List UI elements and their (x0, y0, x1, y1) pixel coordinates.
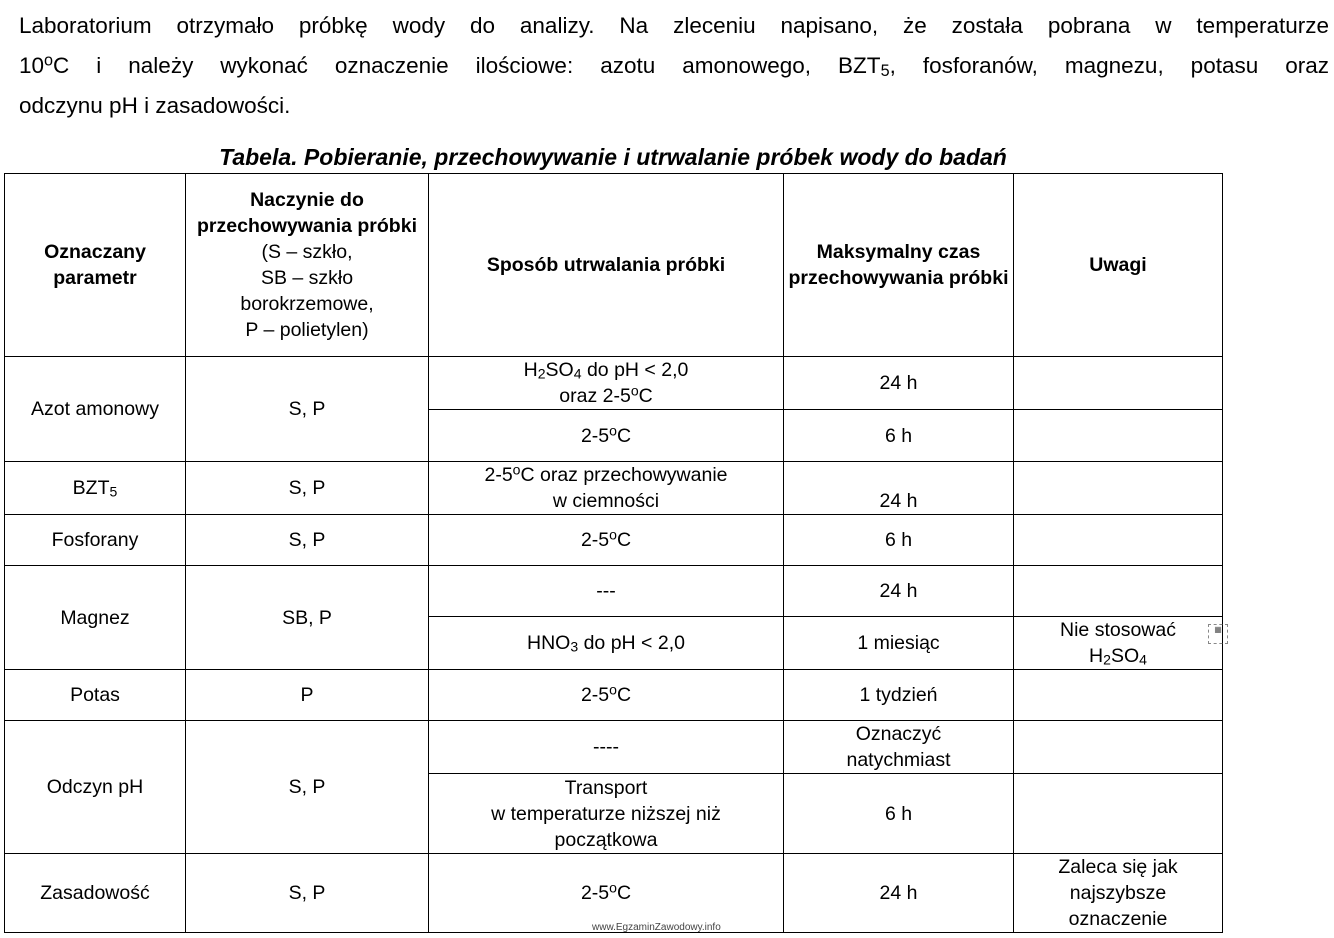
cell-vessel: P (186, 670, 429, 721)
cell-vessel: S, P (186, 515, 429, 566)
cell-vessel: SB, P (186, 566, 429, 670)
table-row (5, 357, 1223, 410)
cell-time: Oznaczyć natychmiast (784, 721, 1014, 774)
table-row (5, 670, 1223, 721)
cell-notes (1014, 462, 1223, 515)
cell-time: 24 h (784, 854, 1014, 933)
cell-vessel: S, P (186, 721, 429, 854)
cell-time: 24 h (784, 357, 1014, 410)
table-row (5, 515, 1223, 566)
cell-time: 24 h (784, 566, 1014, 617)
cell-notes (1014, 515, 1223, 566)
header-notes: Uwagi (1014, 174, 1223, 357)
cell-param: Azot amonowy (5, 357, 186, 462)
sample-storage-table (4, 173, 1223, 933)
table-header-row (5, 174, 1223, 357)
cell-method: --- (429, 566, 784, 617)
cell-time: 1 tydzień (784, 670, 1014, 721)
cell-method: 2-5$^o$C (429, 854, 784, 933)
intro-line-1: Laboratorium otrzymało próbkę wody do analizy. Na zleceniu napisano, że została pobrana w temperaturze (19, 13, 1329, 38)
table-caption: Tabela. Pobieranie, przechowywanie i utrwalanie próbek wody do badań (219, 144, 1007, 170)
header-vessel: Naczynie do przechowywania próbki (S – szkło, SB – szkło borokrzemowe, P – polietylen) (186, 174, 429, 357)
cell-notes (1014, 357, 1223, 410)
cell-time: 6 h (784, 774, 1014, 854)
table-row (5, 721, 1223, 774)
cell-param: Potas (5, 670, 186, 721)
cell-vessel: S, P (186, 357, 429, 462)
cell-notes (1014, 774, 1223, 854)
cell-method: Transport w temperaturze niższej niż początkowa (429, 774, 784, 854)
cell-notes (1014, 721, 1223, 774)
cell-vessel: S, P (186, 462, 429, 515)
header-max-time: Maksymalny czas przechowywania próbki (784, 174, 1014, 357)
cell-notes (1014, 410, 1223, 462)
intro-line-2: 10$^o$C i należy wykonać oznaczenie ilościowe: azotu amonowego, $BZT_5$, fosforanów, magnezu, potasu oraz (19, 51, 1330, 80)
cell-notes (1014, 670, 1223, 721)
header-parameter: Oznaczany parametr (5, 174, 186, 357)
anchor-marker-icon: ▦ (1208, 624, 1228, 644)
cell-notes: Nie stosować $H_2SO_4$ (1014, 617, 1223, 670)
table-row (5, 462, 1223, 515)
intro-line-3: odczynu pH i zasadowości. (19, 93, 291, 118)
cell-method: 2-5$^o$C (429, 410, 784, 462)
cell-method: 2-5$^o$C (429, 515, 784, 566)
cell-method: $HNO_3$ do pH < 2,0 (429, 617, 784, 670)
cell-method: 2-5$^o$C oraz przechowywanie w ciemności (429, 462, 784, 515)
cell-method: 2-5$^o$C (429, 670, 784, 721)
cell-param: $BZT_5$ (5, 462, 186, 515)
cell-time: 6 h (784, 515, 1014, 566)
intro-paragraph (19, 6, 1329, 126)
cell-notes (1014, 566, 1223, 617)
cell-notes: Zaleca się jak najszybsze oznaczenie (1014, 854, 1223, 933)
header-method: Sposób utrwalania próbki (429, 174, 784, 357)
cell-vessel: S, P (186, 854, 429, 933)
cell-method: $H_2SO_4$ do pH < 2,0 oraz 2-5$^o$C (429, 357, 784, 410)
cell-time: 24 h (784, 462, 1014, 515)
cell-param: Odczyn pH (5, 721, 186, 854)
table-row (5, 566, 1223, 617)
watermark: www.EgzaminZawodowy.info (592, 922, 721, 933)
cell-param: Magnez (5, 566, 186, 670)
cell-param: Zasadowość (5, 854, 186, 933)
cell-method: ---- (429, 721, 784, 774)
cell-time: 1 miesiąc (784, 617, 1014, 670)
table-row (5, 854, 1223, 933)
cell-time: 6 h (784, 410, 1014, 462)
cell-param: Fosforany (5, 515, 186, 566)
